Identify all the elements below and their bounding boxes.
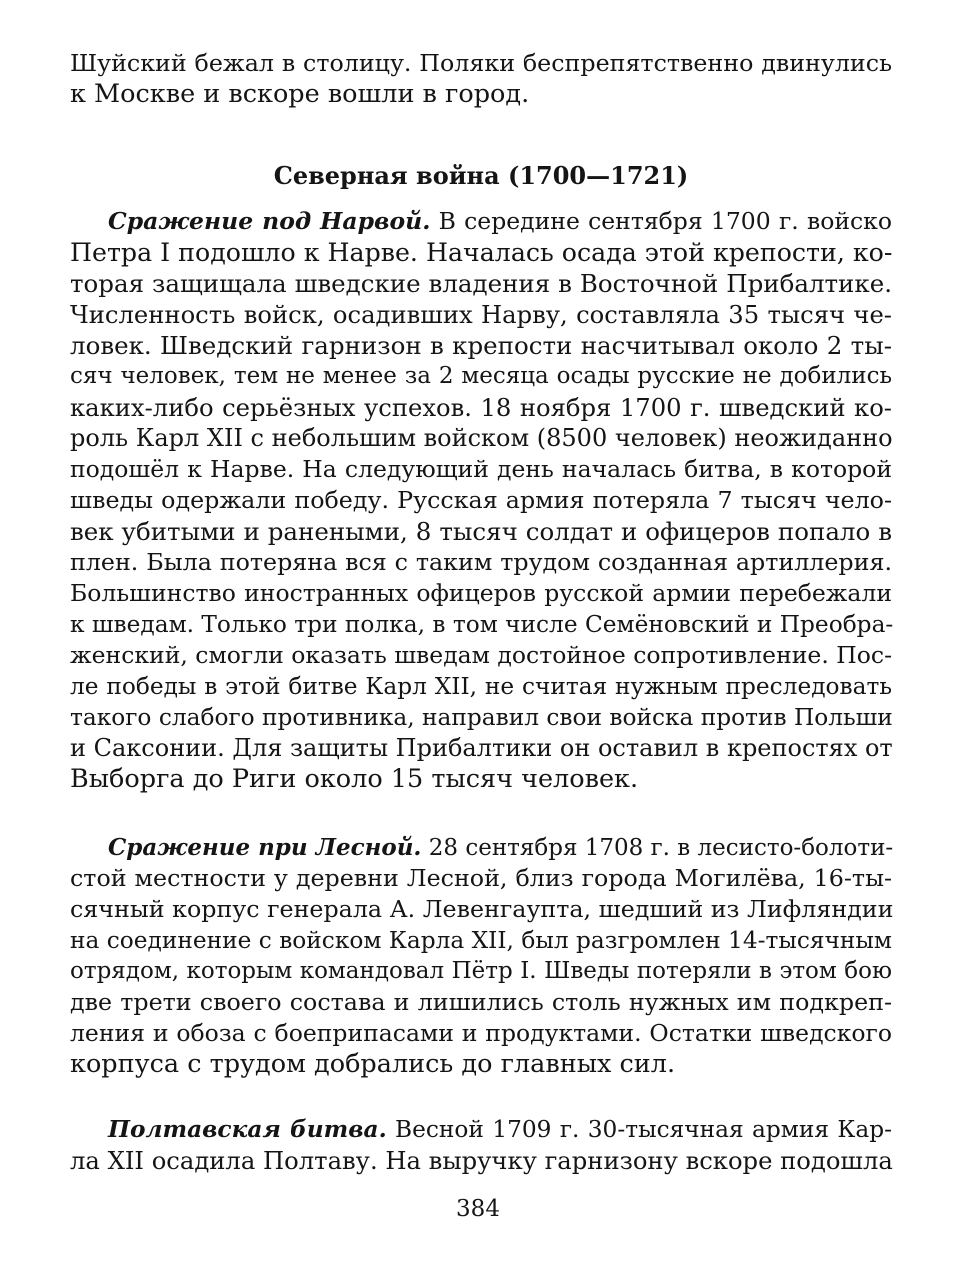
- narva-line: каких-либо серьёзных успехов. 18 ноября 1700 г. шведский ко-: [70, 393, 892, 422]
- narva-line: подошёл к Нарве. На следующий день началась битва, в которой: [70, 455, 892, 483]
- narva-line: сяч человек, тем не менее за 2 месяца осады русские не добились: [70, 363, 892, 389]
- lesnaya-line: отрядом, которым командовал Пётр I. Шведы потеряли в этом бою: [70, 958, 892, 984]
- lesnaya-line: стой местности у деревни Лесной, близ города Могилёва, 16-ты-: [70, 864, 892, 892]
- narva-line: шведы одержали победу. Русская армия потеряла 7 тысяч чело-: [70, 486, 892, 514]
- narva-line: Выборга до Риги около 15 тысяч человек.: [70, 764, 639, 794]
- poltava-first-line-text: Весной 1709 г. 30-тысячная армия Кар-: [386, 1116, 892, 1143]
- lesnaya-line: ления и обоза с боеприпасами и продуктами. Остатки шведского: [70, 1019, 892, 1047]
- narva-first-line: [70, 206, 892, 237]
- lesnaya-first-line-text: 28 сентября 1708 г. в лесисто-болоти-: [421, 835, 894, 861]
- narva-first-line-text: В середине сентября 1700 г. войско: [430, 207, 892, 235]
- narva-line: Петра I подошло к Нарве. Началась осада этой крепости, ко-: [70, 238, 893, 267]
- lesnaya-line: корпуса с трудом добрались до главных сил.: [70, 1049, 676, 1079]
- narva-line: ловек. Шведский гарнизон в крепости насчитывал около 2 ты-: [70, 331, 892, 360]
- poltava-line: ла XII осадила Полтаву. На выручку гарнизону вскоре подошла: [70, 1146, 893, 1175]
- page-number: 384: [456, 1196, 500, 1222]
- intro-line: к Москве и вскоре вошли в город.: [70, 79, 530, 109]
- lesnaya-line: сячный корпус генерала А. Левенгаупта, шедший из Лифляндии: [70, 895, 894, 923]
- narva-line: и Саксонии. Для защиты Прибалтики он оставил в крепостях от: [70, 734, 893, 762]
- narva-line: к шведам. Только три полка, в том числе Семёновский и Преобра-: [70, 611, 894, 638]
- narva-line: плен. Была потеряна вся с таким трудом созданная артиллерия.: [70, 548, 892, 576]
- narva-line: роль Карл XII с небольшим войском (8500 человек) неожиданно: [70, 424, 893, 452]
- narva-line: Большинство иностранных офицеров русской армии перебежали: [70, 579, 892, 607]
- section-heading: Северная война (1700—1721): [273, 161, 689, 190]
- lesnaya-first-line: [70, 832, 892, 864]
- intro-line: Шуйский бежал в столицу. Поляки беспрепятственно двинулись: [70, 49, 892, 77]
- narva-line: такого слабого противника, направил свои войска против Польши: [70, 704, 893, 731]
- narva-line: женский, смогли оказать шведам достойное сопротивление. Пос-: [70, 641, 893, 669]
- lesnaya-title: Сражение при Лесной.: [108, 834, 422, 861]
- narva-line: торая защищала шведские владения в Восточной Прибалтике.: [70, 269, 892, 298]
- lesnaya-line: две трети своего состава и лишились столь нужных им подкреп-: [70, 988, 892, 1016]
- narva-line: век убитыми и ранеными, 8 тысяч солдат и офицеров попало в: [70, 517, 892, 546]
- narva-line: ле победы в этой битве Карл XII, не считая нужным преследовать: [70, 673, 892, 700]
- poltava-title: Полтавская битва.: [108, 1116, 387, 1143]
- lesnaya-line: на соединение с войском Карла XII, был разгромлен 14-тысячным: [70, 927, 892, 954]
- narva-title: Сражение под Нарвой.: [108, 207, 431, 235]
- narva-line: Численность войск, осадивших Нарву, составляла 35 тысяч че-: [70, 300, 892, 329]
- poltava-first-line: [70, 1114, 892, 1145]
